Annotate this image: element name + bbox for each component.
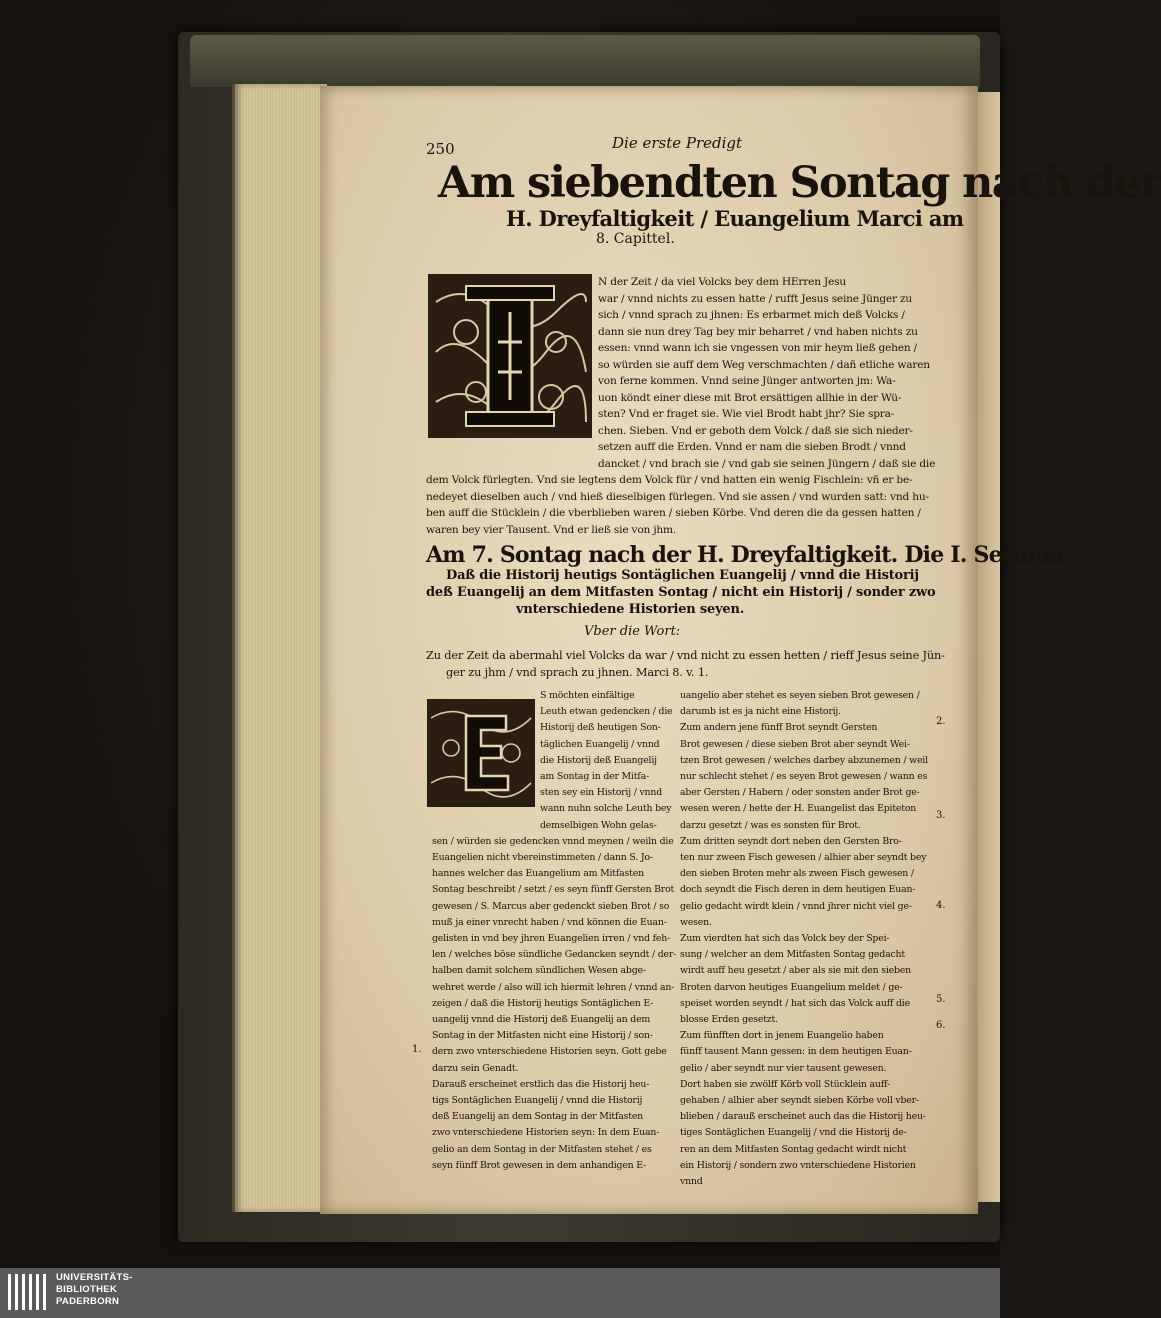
page-subtitle: H. Dreyfaltigkeit / Euangelium Marci am xyxy=(506,206,964,231)
right-column-line: tiges Sontäglichen Euangelij / vnd die Historij de- xyxy=(680,1127,907,1139)
right-column-line: wesen weren / hette der H. Euangelist das Epiteton xyxy=(680,803,917,815)
right-column-line: Broten darvon heutiges Euangelium meldet / ge- xyxy=(680,981,903,993)
page-title: Am siebendten Sontag nach der xyxy=(438,158,1161,208)
right-column-line: speiset worden seyndt / hat sich das Volck auff die xyxy=(680,997,910,1009)
left-column-line: S möchten einfältige xyxy=(540,690,635,701)
sermon-subtitle-line: Daß die Historij heutigs Sontäglichen Euangelij / vnnd die Historij xyxy=(446,568,919,583)
right-column-line: Zum vierdten hat sich das Volck bey der Spei- xyxy=(680,933,890,944)
gospel-line: N der Zeit / da viel Volcks bey dem HErren Jesu xyxy=(598,276,846,288)
left-column-line: len / welches böse sündliche Gedancken seyndt / der- xyxy=(432,949,677,961)
margin-numeral: 2. xyxy=(936,716,946,727)
margin-numeral: 5. xyxy=(936,994,946,1005)
left-column-line: Historij deß heutigen Son- xyxy=(540,722,661,734)
left-column-line: gewesen / S. Marcus aber gedenckt sieben Brot / so xyxy=(432,900,670,912)
right-column-line: sung / welcher an dem Mitfasten Sontag gedacht xyxy=(680,949,905,961)
gospel-line: war / vnnd nichts zu essen hatte / rufft Jesus seine Jünger zu xyxy=(598,292,913,305)
gospel-line: so würden sie auff dem Weg verschmachten / dañ etliche waren xyxy=(598,358,930,371)
footer-bar xyxy=(0,1268,1000,1318)
library-logo-icon xyxy=(8,1272,48,1312)
right-column-line: tzen Brot gewesen / welches darbey abzunemen / weil xyxy=(680,754,928,766)
left-column-line: gelio an dem Sontag in der Mitfasten stehet / es xyxy=(432,1143,652,1155)
left-column-line: deß Euangelij an dem Sontag in der Mitfasten xyxy=(432,1111,644,1123)
page-number: 250 xyxy=(426,140,455,158)
right-column-line: ren an dem Mitfasten Sontag gedacht wirdt nicht xyxy=(680,1143,907,1155)
left-column-line: Darauß erscheinet erstlich das die Historij heu- xyxy=(432,1078,650,1090)
left-column-line: sen / würden sie gedencken vnnd meynen / weiln die xyxy=(432,835,674,847)
left-column-line: Sontag beschreibt / setzt / es seyn fünff Gersten Brot xyxy=(432,884,675,896)
right-column-line: gelio / aber seyndt nur vier tausent gewesen. xyxy=(680,1062,887,1074)
facing-page-edge xyxy=(975,92,1000,1202)
right-column-line: Brot gewesen / diese sieben Brot aber seyndt Wei- xyxy=(680,738,910,750)
left-column-line: zeigen / daß die Historij heutigs Sontäglichen E- xyxy=(432,997,654,1009)
gospel-line: uon köndt einer diese mit Brot ersättigen allhie in der Wü- xyxy=(598,391,902,404)
gospel-line: chen. Sieben. Vnd er geboth dem Volck / daß sie sich nieder- xyxy=(598,424,913,437)
right-column-line: uangelio aber stehet es seyen sieben Brot gewesen / xyxy=(680,690,920,701)
sermon-subtitle-line: vnterschiedene Historien seyen. xyxy=(516,602,745,617)
right-column-line: vnnd xyxy=(680,1176,703,1187)
right-column-line: blieben / darauß erscheinet auch das die Historij heu- xyxy=(680,1111,926,1123)
margin-numeral: 3. xyxy=(936,810,946,821)
gospel-line: setzen auff die Erden. Vnnd er nam die sieben Brodt / vnnd xyxy=(598,441,906,453)
gospel-line: ben auff die Stücklein / die vberblieben waren / sieben Körbe. Vnd deren die da gessen hatten / xyxy=(426,507,921,519)
gospel-line: nedeyet dieselben auch / vnd hieß dieselbigen fürlegen. Vnd sie assen / vnd wurden satt: vnd hu- xyxy=(426,490,929,503)
left-column-line: Euangelien nicht vbereinstimmeten / dann S. Jo- xyxy=(432,852,653,863)
gospel-line: essen: vnnd wann ich sie vngessen von mir heym ließ gehen / xyxy=(598,342,918,354)
page-edges xyxy=(232,84,327,1212)
right-column-line: doch seyndt die Fisch deren in dem heutigen Euan- xyxy=(680,884,916,896)
left-column-line: wehret werde / also will ich hiermit lehren / vnnd an- xyxy=(432,981,675,993)
right-column-line: fünff tausent Mann gessen: in dem heutigen Euan- xyxy=(680,1046,912,1058)
right-column-line: nur schlecht stehet / es seyen Brot gewesen / wann es xyxy=(680,771,928,782)
running-head: Die erste Predigt xyxy=(612,134,743,152)
decorated-initial-i xyxy=(426,272,594,440)
right-column-line: Zum dritten seyndt dort neben den Gersten Bro- xyxy=(680,835,902,847)
right-column-line: blosse Erden gesetzt. xyxy=(680,1014,778,1025)
left-column-line: hannes welcher das Euangelium am Mitfasten xyxy=(432,868,644,880)
book-page xyxy=(320,86,1161,1214)
right-column-line: wirdt auff heu gesetzt / aber als sie mit den sieben xyxy=(680,965,911,977)
sermon-subtitle-line: deß Euangelij an dem Mitfasten Sontag / nicht ein Historij / sonder zwo xyxy=(426,585,936,600)
right-column-line: darzu gesetzt / was es sonsten für Brot. xyxy=(680,819,861,831)
gospel-line: sich / vnnd sprach zu jhnen: Es erbarmet mich deß Volcks / xyxy=(598,309,905,321)
right-column-line: wesen. xyxy=(680,916,712,928)
left-column-line: seyn fünff Brot gewesen in dem anhandigen E- xyxy=(432,1159,647,1171)
gospel-line: dann sie nun drey Tag bey mir beharret / vnd haben nichts zu xyxy=(598,325,918,338)
decorated-initial-e xyxy=(426,698,536,808)
gospel-line: von ferne kommen. Vnnd seine Jünger antworten jm: Wa- xyxy=(598,375,896,387)
gospel-line: dem Volck fürlegten. Vnd sie legtens dem Volck für / vnd hatten ein wenig Fischlein: vñ er be- xyxy=(426,474,913,486)
margin-numeral: 1. xyxy=(412,1044,422,1055)
left-column-line: Leuth etwan gedencken / die xyxy=(540,706,673,718)
right-column-line: ten nur zween Fisch gewesen / alhier aber seyndt bey xyxy=(680,852,927,863)
left-column-line: dern zwo vnterschiedene Historien seyn. Gott gebe xyxy=(432,1046,667,1058)
right-column-line: Zum andern jene fünff Brot seyndt Gersten xyxy=(680,722,878,734)
gospel-line: sten? Vnd er fraget sie. Wie viel Brodt habt jhr? Sie spra- xyxy=(598,408,895,420)
gospel-line: waren bey vier Tausent. Vnd er ließ sie von jhm. xyxy=(426,523,677,536)
left-column-line: darzu sein Genadt. xyxy=(432,1062,519,1074)
text-quote-line: Zu der Zeit da abermahl viel Volcks da war / vnd nicht zu essen hetten / rieff Jesus seine Jün- xyxy=(426,648,945,662)
chapter-label: 8. Capittel. xyxy=(596,231,675,247)
gospel-line: dancket / vnd brach sie / vnd gab sie seinen Jüngern / daß sie die xyxy=(598,457,936,470)
margin-numeral: 4. xyxy=(936,900,946,911)
text-quote-line: ger zu jhm / vnd sprach zu jhnen. Marci 8. v. 1. xyxy=(446,665,709,679)
cover-top-edge xyxy=(190,35,980,87)
left-column-line: muß ja einer vnrecht haben / vnd können die Euan- xyxy=(432,916,667,928)
text-heading: Vber die Wort: xyxy=(584,624,681,639)
left-column-line: sten sey ein Historij / vnnd xyxy=(540,787,663,799)
right-column-line: Zum fünfften dort in jenem Euangelio haben xyxy=(680,1030,884,1042)
left-column-line: halben damit solchem sündlichen Wesen abge- xyxy=(432,965,646,977)
left-column-line: uangelij vnnd die Historij deß Euangelij an dem xyxy=(432,1014,651,1025)
right-column-line: ein Historij / sondern zwo vnterschiedene Historien xyxy=(680,1159,916,1171)
sermon-heading: Am 7. Sontag nach der H. Dreyfaltigkeit. Die I. Sermon xyxy=(426,542,1065,568)
left-column-line: täglichen Euangelij / vnnd xyxy=(540,738,660,750)
logo-line-2: BIBLIOTHEK xyxy=(56,1284,118,1295)
right-column-line: darumb ist es ja nicht eine Historij. xyxy=(680,706,841,718)
right-column-line: gelio gedacht wirdt klein / vnnd jhrer nicht viel ge- xyxy=(680,900,912,912)
left-column-line: am Sontag in der Mitfa- xyxy=(540,771,649,782)
left-column-line: tigs Sontäglichen Euangelij / vnnd die Historij xyxy=(432,1095,643,1106)
left-column-line: demselbigen Wohn gelas- xyxy=(540,819,657,831)
left-column-line: gelisten in vnd bey jhren Euangelien irren / vnd feh- xyxy=(432,933,671,944)
logo-line-1: UNIVERSITÄTS- xyxy=(56,1272,133,1283)
right-column-line: gehaben / alhier aber seyndt sieben Körbe voll vber- xyxy=(680,1095,919,1106)
logo-line-3: PADERBORN xyxy=(56,1296,120,1307)
right-column-line: aber Gersten / Habern / oder sonsten ander Brot ge- xyxy=(680,787,920,799)
right-column-line: den sieben Broten mehr als zween Fisch gewesen / xyxy=(680,868,914,880)
margin-numeral: 6. xyxy=(936,1020,946,1031)
left-column-line: zwo vnterschiedene Historien seyn: In dem Euan- xyxy=(432,1127,660,1139)
left-column-line: Sontag in der Mitfasten nicht eine Historij / son- xyxy=(432,1030,653,1042)
right-column-line: Dort haben sie zwölff Körb voll Stücklein auff- xyxy=(680,1078,890,1090)
left-column-line: wann nuhn solche Leuth bey xyxy=(540,803,672,815)
left-column-line: die Historij deß Euangelij xyxy=(540,754,657,766)
